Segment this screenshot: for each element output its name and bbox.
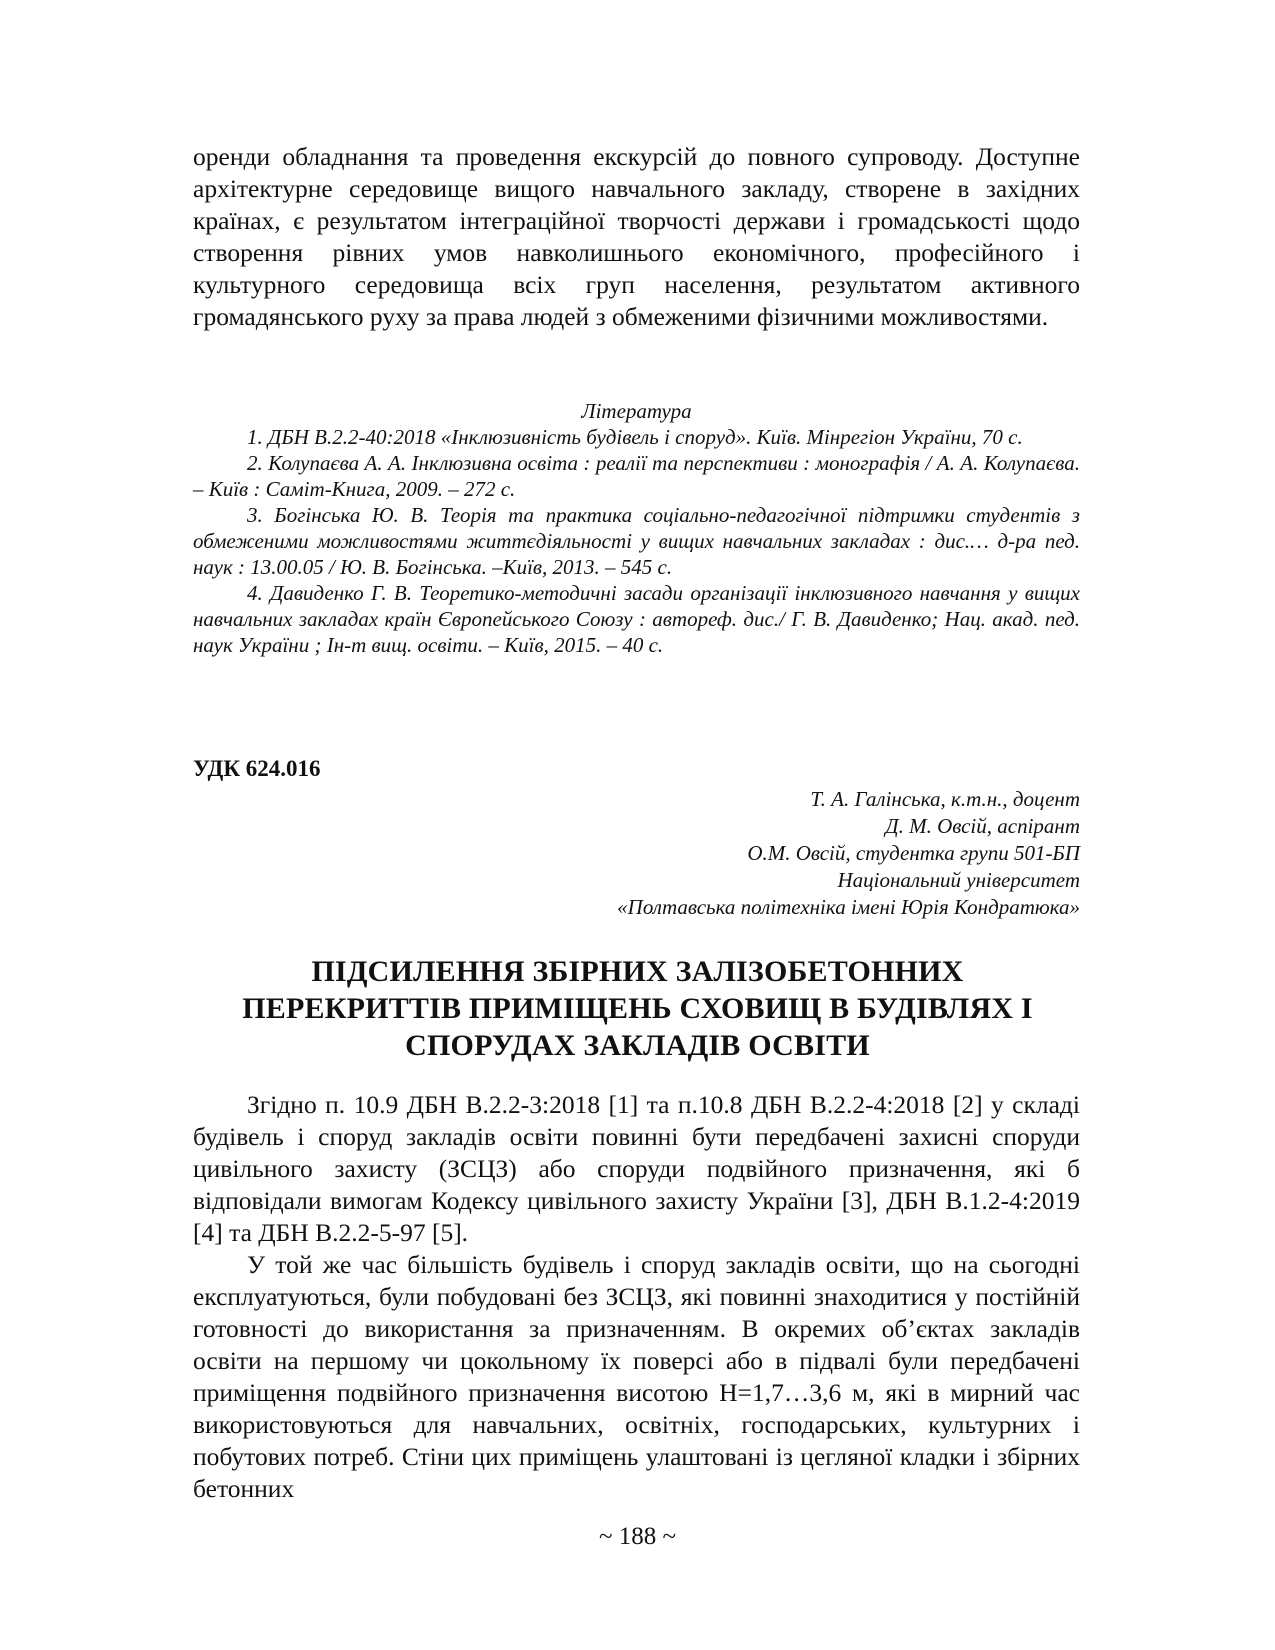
udc-code: УДК 624.016 bbox=[193, 756, 321, 781]
intro-paragraph: оренди обладнання та проведення екскурсій до повного супроводу. Доступне архітектурне середовище вищого навчального закладу, створене в західних країнах, є результатом інтеграційної творчості держави і громадськості щодо створення рівних умов навколишнього економічного, професійного і культурного середовища всіх груп населення, результатом активного громадянського руху за права людей з обмеженими фізичними можливостями. bbox=[193, 142, 1080, 331]
title-line: ПЕРЕКРИТТІВ ПРИМІЩЕНЬ СХОВИЩ В БУДІВЛЯХ І bbox=[242, 992, 1033, 1025]
reference-item: 2. Колупаєва А. А. Інклюзивна освіта : реалії та перспективи : монографія / А. А. Колупаєва. – Київ : Саміт-Книга, 2009. – 272 с. bbox=[193, 451, 1080, 501]
affiliation-line: «Полтавська політехніка імені Юрія Кондратюка» bbox=[617, 895, 1080, 919]
reference-item: 3. Богінська Ю. В. Теорія та практика соціально-педагогічної підтримки студентів з обмеженими можливостями життєдіяльності у вищих навчальних закладах : дис.… д-ра пед. наук : 13.00.05 / Ю. В. Богінська. –Київ, 2013. – 545 с. bbox=[193, 503, 1080, 579]
reference-item: 4. Давиденко Г. В. Теоретико-методичні засади організації інклюзивного навчання у вищих навчальних закладах країн Європейського Союзу : автореф. дис./ Г. В. Давиденко; Нац. акад. пед. наук України ; Ін-т вищ. освіти. – Київ, 2015. – 40 с. bbox=[193, 581, 1080, 657]
title-line: ПІДСИЛЕННЯ ЗБІРНИХ ЗАЛІЗОБЕТОННИХ bbox=[311, 955, 964, 988]
author-line: О.М. Овсій, студентка групи 501-БП bbox=[747, 841, 1080, 865]
page-number: ~ 188 ~ bbox=[598, 1523, 677, 1550]
article-body bbox=[193, 1089, 1080, 1505]
body-paragraph: Згідно п. 10.9 ДБН В.2.2-3:2018 [1] та п.10.8 ДБН В.2.2-4:2018 [2] у складі будівель і споруд закладів освіти повинні бути передбачені захисні споруди цивільного захисту (ЗСЦЗ) або споруди подвійного призначення, які б відповідали вимогам Кодексу цивільного захисту України [3], ДБН В.1.2-4:2019 [4] та ДБН В.2.2-5-97 [5]. bbox=[193, 1090, 1080, 1247]
author-line: Т. А. Галінська, к.т.н., доцент bbox=[810, 787, 1080, 811]
literature-heading: Література bbox=[581, 399, 692, 423]
title-line: СПОРУДАХ ЗАКЛАДІВ ОСВІТИ bbox=[405, 1029, 870, 1062]
literature-section bbox=[193, 398, 1080, 658]
affiliation-line: Національний університет bbox=[837, 868, 1080, 892]
body-paragraph: У той же час більшість будівель і споруд закладів освіти, що на сьогодні експлуатуються, були побудовані без ЗСЦЗ, які повинні знаходитися у постійній готовності до використання за призначенням. В окремих об’єктах закладів освіти на першому чи цокольному їх поверсі або в підвалі були передбачені приміщення подвійного призначення висотою H=1,7…3,6 м, які в мирний час використовуються для навчальних, освітніх, господарських, культурних і побутових потреб. Стіни цих приміщень улаштовані із цегляної кладки і збірних бетонних bbox=[193, 1250, 1080, 1503]
author-block bbox=[617, 786, 1080, 921]
udc-block bbox=[193, 756, 1080, 782]
reference-item: 1. ДБН В.2.2-40:2018 «Інклюзивність будівель і споруд». Київ. Мінрегіон України, 70 с. bbox=[247, 425, 1023, 449]
author-line: Д. М. Овсій, аспірант bbox=[885, 814, 1080, 838]
intro-section bbox=[193, 141, 1080, 333]
article-title bbox=[170, 953, 1105, 1064]
